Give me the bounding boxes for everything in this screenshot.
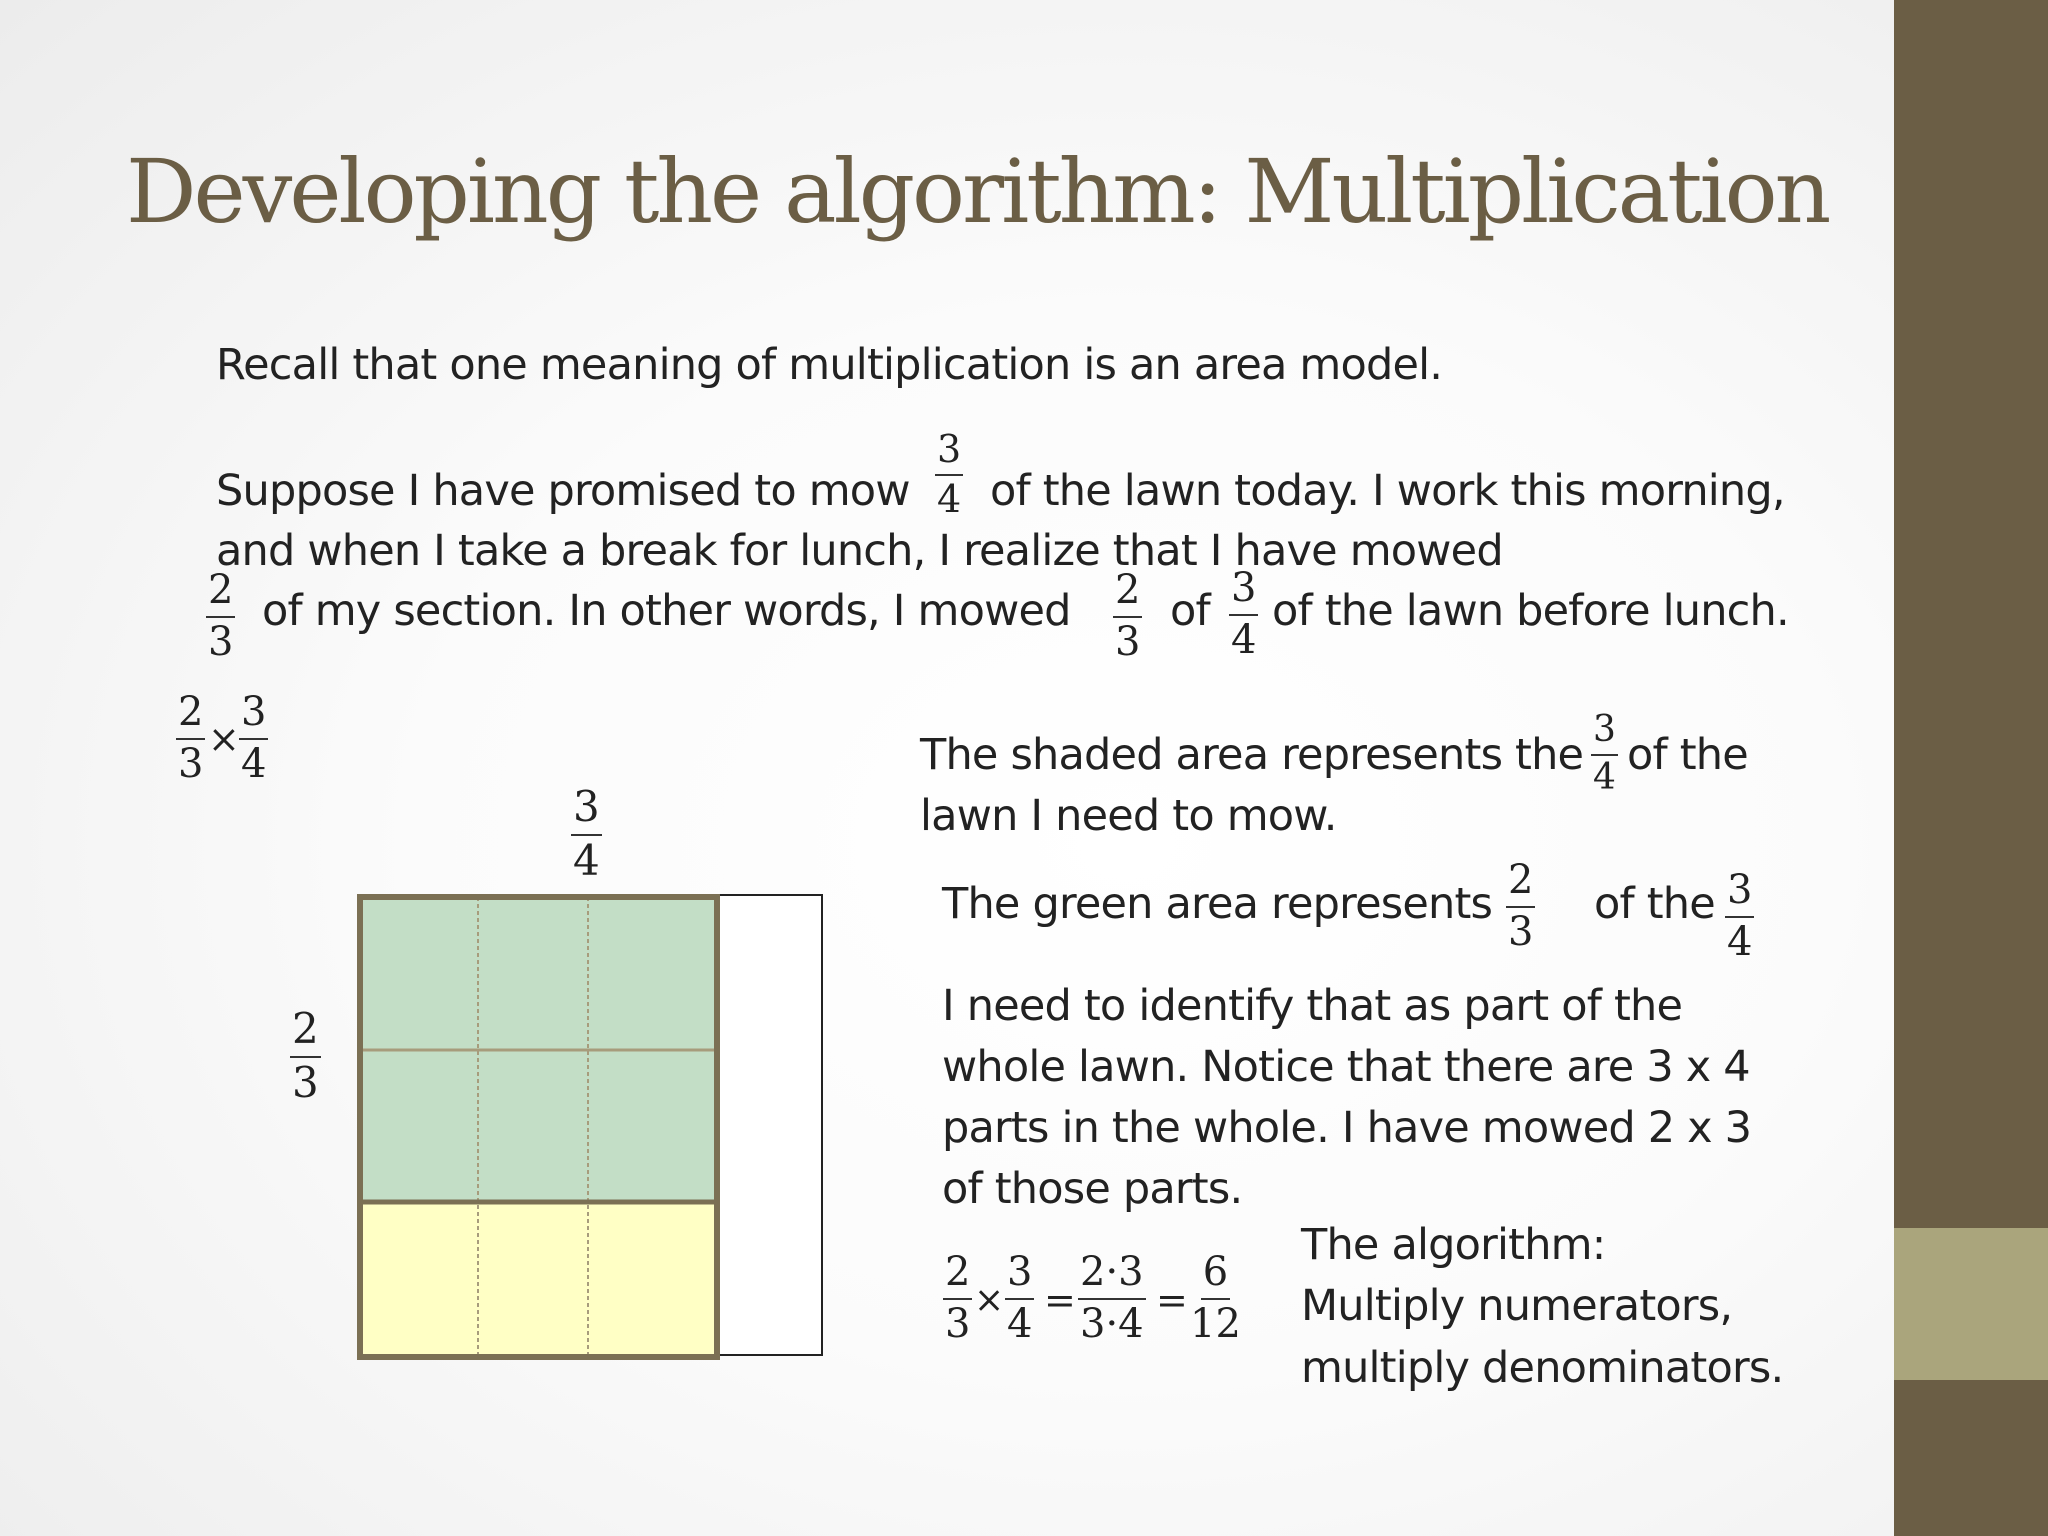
green-text-middle: of the	[1594, 879, 1715, 929]
equation-fraction-result	[1188, 1249, 1243, 1347]
denominator: 3	[1508, 909, 1534, 955]
equation-fraction-three-quarters	[1005, 1249, 1034, 1347]
fraction-three-quarters	[1591, 709, 1618, 798]
times-symbol: ×	[974, 1280, 1005, 1321]
story-line3-c: of the lawn before lunch.	[1272, 586, 1789, 636]
numerator: 2	[1506, 860, 1535, 908]
algorithm-line1: The algorithm:	[1301, 1220, 1606, 1270]
story-line2: and when I take a break for lunch, I realize that I have mowed	[216, 526, 1503, 576]
denominator: 3	[1115, 619, 1141, 665]
story-line3-b: of	[1170, 586, 1210, 636]
identify-line3: parts in the whole. I have mowed 2 x 3	[942, 1103, 1752, 1153]
denominator: 4	[241, 741, 267, 787]
algorithm-line2: Multiply numerators,	[1301, 1281, 1733, 1331]
denominator: 3	[208, 619, 234, 665]
equation-fraction-products	[1078, 1249, 1146, 1347]
story-line1-end: of the lawn today. I work this morning,	[990, 466, 1785, 516]
denominator: 4	[1007, 1301, 1033, 1347]
fraction-two-thirds	[1506, 857, 1535, 955]
numerator: 2	[943, 1252, 972, 1300]
denominator: 4	[573, 836, 600, 885]
shaded-text-line2: lawn I need to mow.	[920, 791, 1337, 841]
numerator: 2	[290, 1008, 321, 1058]
denominator: 12	[1190, 1301, 1241, 1347]
shaded-text-line1-end: of the	[1627, 730, 1748, 780]
denominator: 3	[292, 1058, 319, 1107]
identify-line2: whole lawn. Notice that there are 3 x 4	[942, 1042, 1750, 1092]
slide-title: Developing the algorithm: Multiplication	[126, 140, 1829, 243]
intro-text: Recall that one meaning of multiplication is an area model.	[216, 340, 1443, 390]
denominator: 3·4	[1080, 1301, 1144, 1347]
yellow-region	[360, 1202, 717, 1355]
numerator: 2	[1113, 570, 1142, 618]
denominator: 4	[1593, 757, 1616, 798]
denominator: 4	[1727, 919, 1753, 965]
equals-symbol: =	[1044, 1278, 1076, 1322]
numerator: 2	[206, 570, 235, 618]
numerator: 3	[935, 430, 963, 476]
denominator: 4	[937, 477, 962, 521]
times-symbol: ×	[208, 717, 240, 761]
equals-symbol: =	[1156, 1278, 1188, 1322]
numerator: 3	[1591, 712, 1618, 756]
denominator: 3	[945, 1301, 971, 1347]
numerator: 2·3	[1078, 1252, 1146, 1300]
numerator: 6	[1201, 1252, 1230, 1300]
numerator: 3	[1725, 870, 1754, 918]
numerator: 2	[176, 692, 205, 740]
story-line3-a: of my section. In other words, I mowed	[262, 586, 1071, 636]
numerator: 3	[1005, 1252, 1034, 1300]
fraction-three-quarters	[1725, 867, 1754, 965]
denominator: 4	[1231, 617, 1257, 663]
numerator: 3	[571, 786, 602, 836]
denominator: 3	[178, 741, 204, 787]
numerator: 3	[239, 692, 268, 740]
numerator: 3	[1229, 568, 1258, 616]
story-line1-start: Suppose I have promised to mow	[216, 466, 910, 516]
shaded-text-line1-start: The shaded area represents the	[920, 730, 1584, 780]
algorithm-line3: multiply denominators.	[1301, 1343, 1784, 1393]
green-text-start: The green area represents	[942, 879, 1493, 929]
identify-line1: I need to identify that as part of the	[942, 981, 1683, 1031]
identify-line4: of those parts.	[942, 1164, 1243, 1214]
equation-fraction-two-thirds	[943, 1249, 972, 1347]
